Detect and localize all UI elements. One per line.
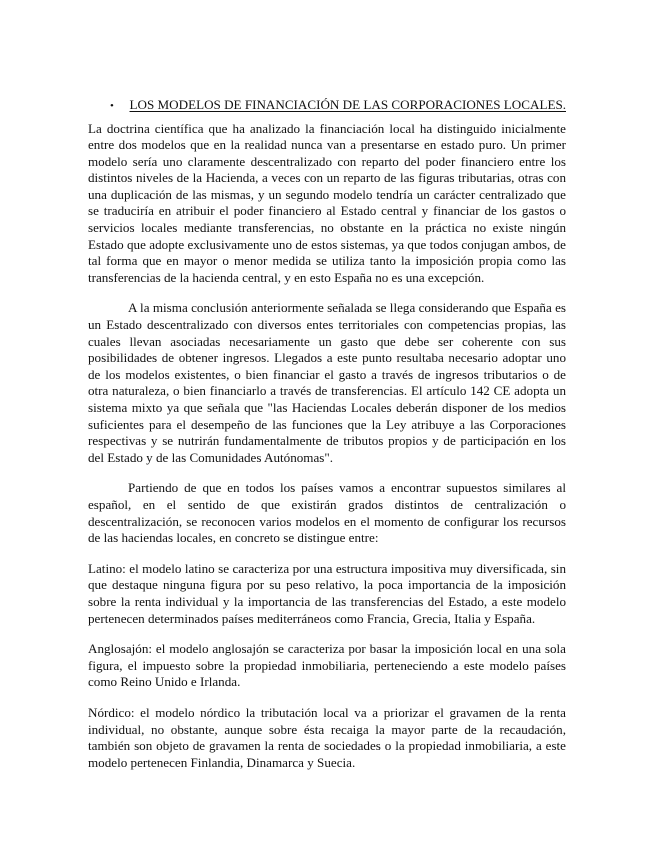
document-page: [88, 97, 566, 785]
section-heading-text: LOS MODELOS DE FINANCIACIÓN DE LAS CORPORACIONES LOCALES.: [129, 97, 566, 112]
paragraph-modelos: Partiendo de que en todos los países vamos a encontrar supuestos similares al español, en el sentido de que existirán grados distintos de centralización o descentralización, se reconocen varios modelos en el momento de configurar los recursos de las haciendas locales, en concreto se distingue entre:: [88, 480, 566, 546]
paragraph-latino: Latino: el modelo latino se caracteriza por una estructura impositiva muy diversificada, sin que destaque ninguna figura por su peso relativo, la poca importancia de la imposición sobre la renta individual y la importancia de las transferencias del Estado, a este modelo pertenecen determinados países mediterráneos como Francia, Grecia, Italia y España.: [88, 560, 566, 626]
bullet-icon: •: [110, 100, 114, 112]
paragraph-doctrina: La doctrina científica que ha analizado la financiación local ha distinguido inicialmente entre dos modelos que en la realidad nunca van a presentarse en estado puro. Un primer modelo sería uno claramente descentralizado con reparto del poder financiero entre los distintos niveles de la Hacienda, a veces con un reparto de las figuras tributarias, otras con una duplicación de las mismas, y un segundo modelo tendría un carácter centralizado que se traduciría en atribuir el poder financiero al Estado central y financiar de los gastos o servicios locales mediante transferencias, no obstante en la práctica no existe ningún Estado que adopte exclusivamente uno de estos sistemas, ya que todos conjugan ambos, de tal forma que en mayor o menor medida se utiliza tanto la imposición propia como las transferencias de la hacienda central, y en esto España no es una excepción.: [88, 120, 566, 285]
section-heading: [88, 97, 566, 115]
paragraph-conclusion: A la misma conclusión anteriormente señalada se llega considerando que España es un Estado descentralizado con diversos entes territoriales con competencias propias, las cuales llevan asociadas necesariamente un gasto que debe ser coherente con sus posibilidades de obtener ingresos. Llegados a este punto resultaba necesario adoptar uno de los modelos existentes, o bien financiar el gasto a través de ingresos tributarios o de otra naturaleza, o bien financiarlo a través de transferencias. El artículo 142 CE adopta un sistema mixto ya que señala que "las Haciendas Locales deberán disponer de los medios suficientes para el desempeño de las funciones que la Ley atribuye a las Corporaciones respectivas y se nutrirán fundamentalmente de tributos propios y de participación en los del Estado y de las Comunidades Autónomas".: [88, 300, 566, 465]
paragraph-nordico: Nórdico: el modelo nórdico la tributación local va a priorizar el gravamen de la renta individual, no obstante, aunque sobre ésta recaiga la mayor parte de la recaudación, también son objeto de gravamen la renta de sociedades o la propiedad inmobiliaria, a este modelo pertenecen Finlandia, Dinamarca y Suecia.: [88, 704, 566, 770]
paragraph-anglosajon: Anglosajón: el modelo anglosajón se caracteriza por basar la imposición local en una sola figura, el impuesto sobre la propiedad inmobiliaria, perteneciendo a este modelo países como Reino Unido e Irlanda.: [88, 641, 566, 690]
